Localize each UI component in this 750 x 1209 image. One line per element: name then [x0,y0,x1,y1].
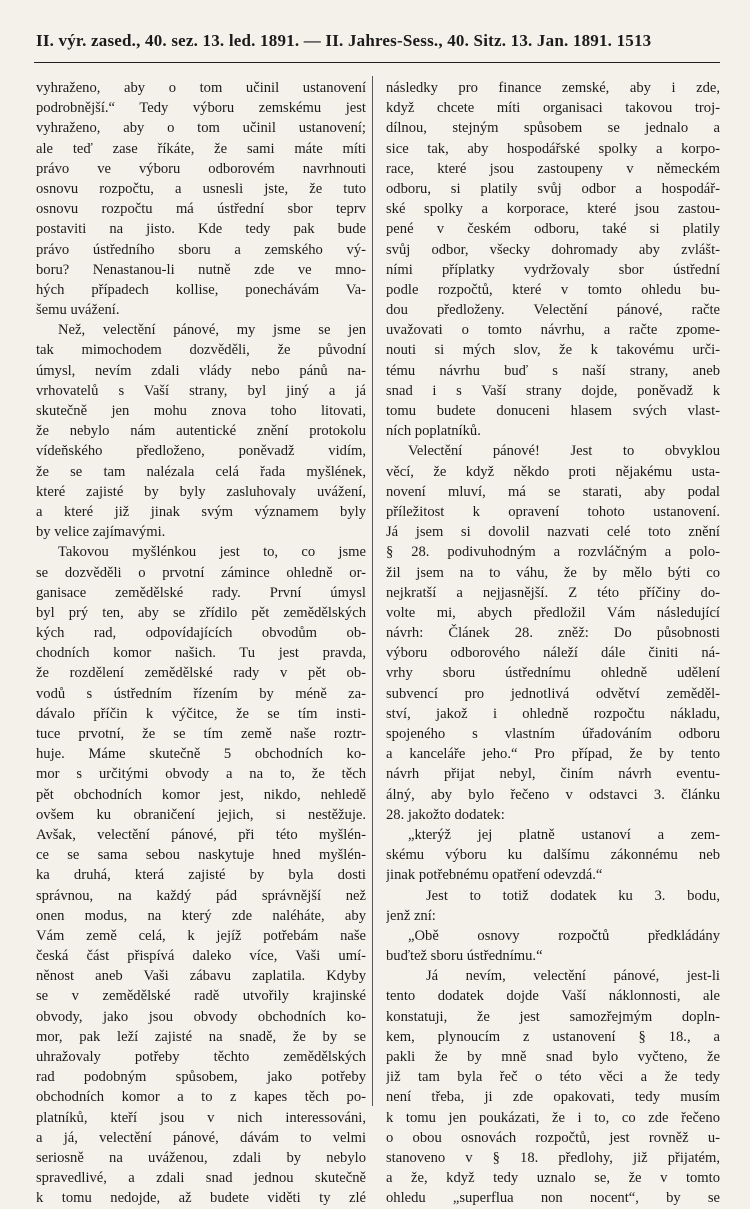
text-line: tak mimochodem dozvěděli, že původní [36,342,366,359]
text-line: kých rad, odpovídajících obvodům ob- [36,625,366,642]
text-line: sice tak, aby hospodářské spolky a korpo- [386,140,720,157]
text-line: race, které jsou zastoupeny v německém [386,160,720,177]
text-line: jinak potřebnému opatření odevzdá.“ [386,867,603,884]
text-line: mor, pak leží zajisté na snadě, že by se [36,1028,366,1045]
text-line: jenž zní: [386,907,436,924]
text-line: se dozvěděli o prvotní zámince ohledně or- [36,564,366,581]
text-line: podle rozpočtů, které v tomto ohledu bu- [386,281,720,298]
text-line: spojeného s vlastním úřadováním odboru [386,726,720,742]
text-line: novení mluví, má se starati, aby podal [386,483,720,500]
text-line: „kterýž jej platně ustanoví a zem- [408,826,720,843]
text-line: postaviti na jisto. Kde tedy pak bude [36,221,366,238]
text-line: že nebylo nám autentické znění protokolu [36,423,366,440]
text-line: spravedlivé, a zdali snad jednou skutečně [36,1170,366,1187]
text-line: a já, velectění pánové, dávám to velmi [36,1129,366,1146]
text-line: rad podobným spůsobem, jako potřeby [36,1069,366,1086]
text-line: „Obě osnovy rozpočtů předkládány [408,927,720,944]
text-line: že se tam nalézala celá řada myšlének, [36,463,366,480]
text-line: úmysl, nevím zdali vlády nebo pánů na- [36,362,366,379]
text-line: a které již jinak svým významem byly [36,503,366,520]
text-line: Jest to totiž dodatek ku 3. bodu, [426,887,720,904]
text-line: vídeňského předloženo, poněvadž vidím, [36,443,366,460]
text-line: následky pro finance zemské, aby i zde, [386,80,720,96]
text-line: ské spolky a korporace, které jsou zastou- [386,201,720,218]
text-line: Vám země celá, k jejíž potřebám naše [36,927,366,944]
text-line: 28. jakožto dodatek: [386,806,505,823]
text-line: platníků, kteří jsou v nich interessováni, [36,1109,366,1126]
text-line: tento dodatek dojde Vaší náklonnosti, ale [386,988,720,1005]
text-line: tomu budete donuceni hlasem svých vlast- [386,403,720,419]
text-line: žil jsem na to váhu, že by mělo býti co [386,564,720,581]
text-line: osnovu rozpočtu, a usnesli jste, že tuto [36,180,366,197]
text-line: již tam byla řeč o této věci a že tedy [386,1069,720,1086]
text-line: a že, když tedy uznalo se, že v tomto [386,1170,720,1187]
text-line: skutečně jen mohu znova toho litovati, [36,403,366,419]
text-line: šemu uvážení. [36,302,120,319]
text-line: § 28. podivuhodným a rozvláčným a polo- [386,544,720,561]
text-line: správnou, na každý pád správnější než [36,887,366,904]
text-line: kem, plynoucím z ustanovení § 18., a [386,1028,720,1045]
text-line: álný, aby bylo řečeno v odstavci 3. článku [386,786,720,803]
text-line: k tomu jen poukázati, že i to, co zde řečeno [386,1109,720,1126]
column-divider [372,76,373,1106]
text-line: ohledu „superflua non nocent“, by se [386,1190,720,1207]
text-line: které zajisté by byly zasluhovaly uvážení, [36,483,366,500]
text-line: právo ve výboru odborovém navrhnouti [36,160,366,177]
text-line: obvody, jako jsou obvody obchodních ko- [36,1008,366,1025]
text-line: uhražovaly potřeby těchto zemědělských [36,1049,366,1065]
text-line: hých případech kollise, ponechávám Va- [36,281,366,298]
text-line: výboru odborového náleží dále činiti ná- [386,645,720,662]
running-head: II. výr. zased., 40. sez. 13. led. 1891. — II. Jahres-Sess., 40. Sitz. 13. Jan. 1891. 1513 [36,31,652,50]
text-line: huje. Máme skutečně 5 obchodních ko- [36,746,366,763]
text-line: Takovou myšlénkou jest to, co jsme [58,544,366,561]
text-line: volte mi, abych předložil Vám následující [386,604,720,621]
text-line: o obou osnovách rozpočtů, jest rovněž u- [386,1129,720,1146]
text-line: boru? Nenastanou-li nutně zde ve mno- [36,261,366,278]
text-line: právo ústředního sboru a zemského vý- [36,241,366,258]
text-line: pět obchodních komor jest, nikdo, nehledě [36,786,366,803]
right-column [386,78,720,1209]
text-line: by velice zajímavými. [36,524,166,541]
text-line: byl prý ten, aby se zřídilo pět zemědělských [36,604,366,621]
text-line: ganisace zemědělské rady. První úmysl [36,584,366,601]
text-line: Avšak, velectění pánové, při této myšlén- [36,826,366,843]
text-line: konstatuji, že jest samozřejmým dopln- [386,1008,720,1025]
text-line: příležitost k opravení tohoto ustanovení. [386,503,720,520]
text-line: chodních komor našich. Tu jest pravda, [36,645,366,662]
left-column [36,78,366,1209]
text-line: ka druhá, která zajisté by byla dosti [36,867,366,884]
text-line: ních poplatníků. [386,423,481,440]
text-line: uvažovati o tomto návrhu, a račte zpome- [386,322,720,339]
text-line: tuce prvotní, že se tím země naše roztr- [36,726,366,742]
text-line: ství, jakož i ohledně rozpočtu nákladu, [386,705,720,722]
text-line: něnost aneb Vaši zábavu zaplatila. Kdyby [36,968,366,985]
text-line: a kanceláře jeho.“ Pro případ, že by tento [386,746,720,763]
text-line: svůj odbor, všecky dohromady aby zvlášt- [386,241,720,258]
text-line: buďtež sboru ústřednímu.“ [386,948,543,965]
text-line: vyhraženo, aby o tom učinil ustanovení [36,80,366,96]
text-line: seriosně na uváženou, zdali by nebylo [36,1149,366,1166]
text-line: návrh přijat nebyl, činím návrh eventu- [386,766,720,783]
text-line: Velectění pánové! Jest to obvyklou [408,443,720,460]
text-line: subvencí pro jednotlivá odvětví zeměděl- [386,685,720,702]
text-line: věcí, že když někdo proti nějakému usta- [386,463,720,480]
text-line: pakli že by mně snad bylo vyčteno, že [386,1049,720,1065]
text-line: onen modus, na který zde naléháte, aby [36,907,366,924]
text-line: vrhy sboru ústřednímu ohledně udělení [386,665,720,682]
text-line: vrhovatelů s Vaší strany, byl jiný a já [36,382,366,399]
text-line: nouti si mých slov, že k takovému urči- [386,342,720,359]
text-line: Já nevím, velectění pánové, jest-li [426,968,720,985]
text-line: vyhraženo, aby o tom učinil ustanovení; [36,120,366,137]
text-line: česká část přispívá daleko více, Vaši umí- [36,948,366,965]
text-line: dílnou, stejným spůsobem se jednalo a [386,120,720,137]
text-line: ovšem ku obraničení jejich, si nestěžuje. [36,806,366,823]
text-line: stanoveno v § 18. předlohy, již přijatém, [386,1149,720,1166]
text-line: dávalo příčin k výčitce, že se tím insti- [36,705,366,722]
text-line: není třeba, ji zde opakovati, tedy musím [386,1089,720,1106]
text-line: ce se sama sebou naskytuje hned myšlén- [36,847,366,864]
text-line: ale teď zase říkáte, že sami máte míti [36,140,366,157]
text-line: že rozdělení zemědělské rady v pět ob- [36,665,366,682]
text-line: tému návrhu buď s naší strany, aneb [386,362,720,379]
text-line: obchodních komor a to z kapes těch po- [36,1089,366,1106]
text-line: skému výboru ku dalšímu zákonnému neb [386,847,720,864]
text-line: osnovu rozpočtu má ústřední sbor teprv [36,201,366,218]
text-line: podrobnější.“ Tedy výboru zemskému jest [36,100,366,117]
text-line: nejkratší a nejjasnější. Z této příčiny do- [386,584,720,601]
text-line: návrh: Článek 28. zněž: Do působnosti [386,625,720,642]
text-line: se v zemědělské radě utvořily krajinské [36,988,366,1005]
text-line: Já jsem si dovolil nazvati celé toto znění [386,524,720,541]
header-rule [34,62,720,63]
text-line: dou předloženy. Velectění pánové, račte [386,302,720,319]
text-line: vodů s ústředním řízením by méně za- [36,685,366,702]
text-line: snad i s Vaší strany dojde, poněvadž k [386,382,720,399]
text-line: když chcete míti organisaci takovou troj- [386,100,720,117]
text-line: ními příplatky vydržovaly sbor ústřední [386,261,720,278]
text-line: k tomu nedojde, až budete viděti ty zlé [36,1190,366,1207]
text-line: mor s určitými obvody a na to, že těch [36,766,366,783]
text-line: Než, velectění pánové, my jsme se jen [58,322,366,339]
text-line: odboru, si platily svůj odbor a hospodář- [386,180,720,197]
text-line: pené v českém odboru, také si platily [386,221,720,238]
